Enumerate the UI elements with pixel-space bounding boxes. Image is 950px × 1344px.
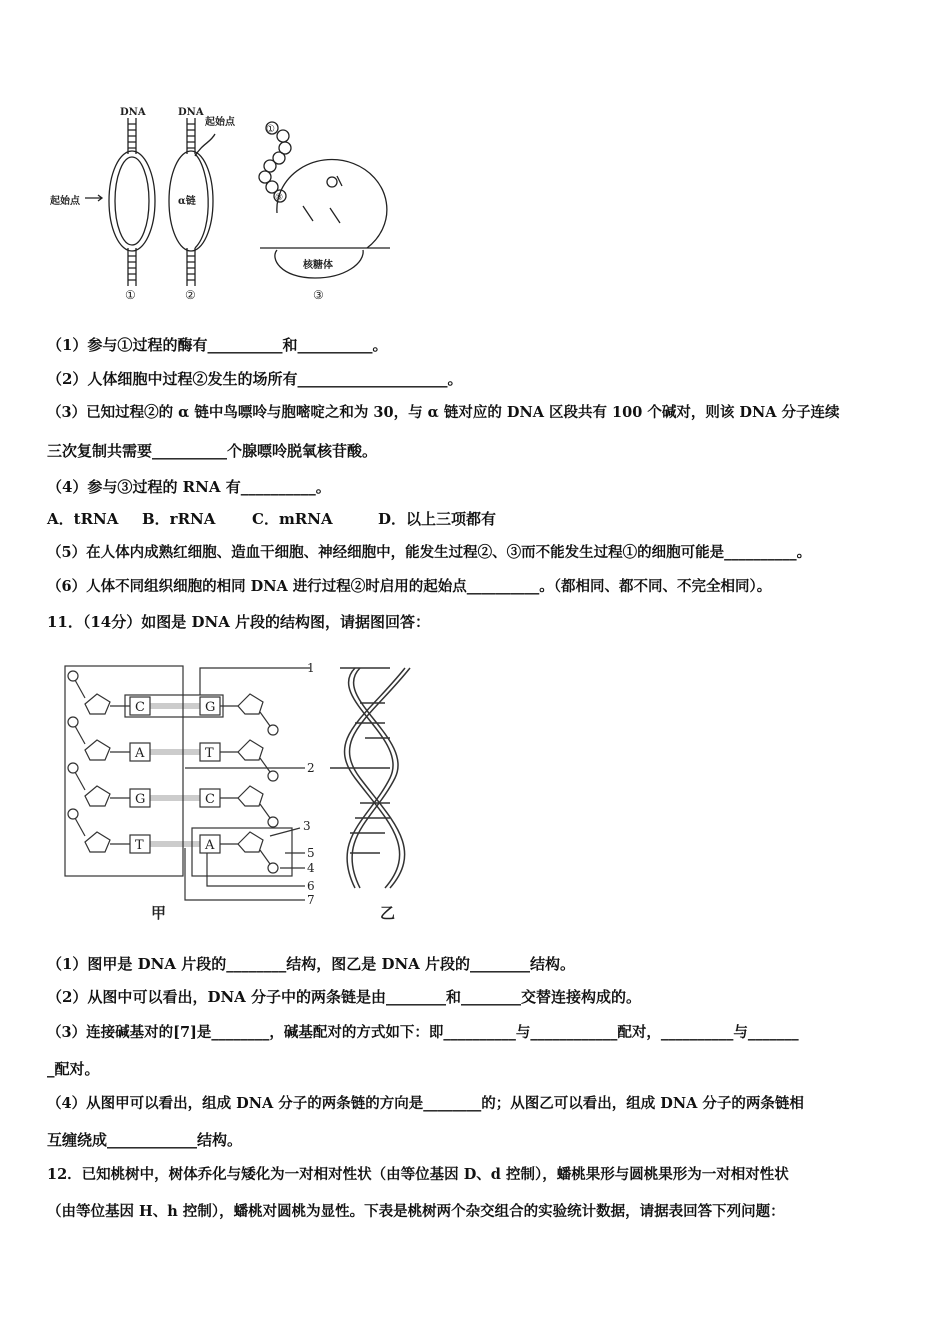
double-helix: [330, 668, 410, 888]
base-right: C: [205, 792, 215, 807]
base-left: G: [135, 792, 146, 807]
phosphate-left: [68, 717, 78, 727]
callout-3: 3: [303, 819, 311, 833]
phosphate-right: [268, 863, 278, 873]
backbone-left: [75, 818, 85, 836]
callout-6: 6: [307, 879, 315, 893]
phosphate-left: [68, 671, 78, 681]
ribosome-label: 核糖体: [303, 260, 333, 271]
callout-7: 7: [307, 893, 315, 907]
q10-options: [47, 509, 496, 529]
deoxyribose-left: [85, 832, 110, 852]
phosphate-right: [268, 771, 278, 781]
q11-part2: （2）从图中可以看出，DNA 分子中的两条链是由________和________交替连接构成的。: [47, 988, 642, 1006]
label-yi: 乙: [380, 904, 396, 922]
option-c: C．mRNA: [252, 510, 333, 528]
option-d: D．以上三项都有: [378, 510, 497, 528]
deoxyribose-right: [238, 740, 263, 760]
q10-part4: （4）参与③过程的 RNA 有__________。: [47, 478, 331, 496]
backbone-right: [260, 804, 270, 818]
q12-text-2: （由等位基因 H、h 控制），蟠桃对圆桃为显性。下表是桃树两个杂交组合的实验统计数据，请据表回答下列问题：: [47, 1203, 785, 1220]
dna-label-2: DNA: [178, 107, 204, 118]
callout-4: 4: [307, 861, 315, 875]
deoxyribose-right: [238, 786, 263, 806]
q12-text-1: 12．已知桃树中，树体乔化与矮化为一对相对性状（由等位基因 D、d 控制），蟠桃果形与圆桃果形为一对相对性状: [47, 1166, 789, 1183]
q10-part2: （2）人体细胞中过程②发生的场所有____________________。: [47, 370, 463, 388]
phosphate-right: [268, 817, 278, 827]
hydrogen-bond: [150, 750, 200, 754]
option-a: A．tRNA: [47, 510, 119, 528]
backbone-right: [260, 712, 270, 726]
deoxyribose-right: [238, 832, 263, 852]
origin-label-2: 起始点: [205, 117, 235, 128]
hydrogen-bond: [150, 796, 200, 800]
panel-label-3: ③: [313, 288, 324, 302]
amino-acid-label-1: ①: [266, 124, 275, 135]
backbone-left: [75, 680, 85, 698]
replication-transcription-translation-figure: [45, 98, 395, 303]
callout-1: 1: [307, 661, 315, 675]
origin-label-1: 起始点: [50, 196, 80, 207]
deoxyribose-left: [85, 786, 110, 806]
q11-part3: （3）连接碱基对的[7]是________，碱基配对的方式如下：即__________与____________配对，__________与_______: [47, 1024, 799, 1041]
deoxyribose-right: [238, 694, 263, 714]
base-right: G: [205, 700, 216, 715]
q10-part5: （5）在人体内成熟红细胞、造血干细胞、神经细胞中，能发生过程②、③而不能发生过程①的细胞可能是__________。: [47, 544, 812, 561]
phosphate-left: [68, 763, 78, 773]
phosphate-right: [268, 725, 278, 735]
q10-part1: （1）参与①过程的酶有__________和__________。: [47, 336, 388, 354]
backbone-left: [75, 726, 85, 744]
callout-5: 5: [307, 846, 315, 860]
option-b: B．rRNA: [142, 510, 216, 528]
q11-part4-cont: 互缠绕成____________结构。: [47, 1131, 243, 1149]
deoxyribose-left: [85, 694, 110, 714]
base-right: T: [205, 746, 214, 761]
callout-2: 2: [307, 761, 315, 775]
dna-structure-figure: [55, 658, 455, 923]
q10-part3-cont: 三次复制共需要__________个腺嘌呤脱氧核苷酸。: [47, 442, 378, 460]
deoxyribose-left: [85, 740, 110, 760]
amino-acid-label-8: ⑧: [275, 193, 284, 203]
alpha-chain-label: α链: [178, 196, 196, 207]
hydrogen-bond: [150, 704, 200, 708]
q11-header: 11．（14分）如图是 DNA 片段的结构图，请据图回答：: [47, 613, 431, 631]
backbone-right: [260, 758, 270, 772]
label-jia: 甲: [151, 904, 167, 922]
q10-part6: （6）人体不同组织细胞的相同 DNA 进行过程②时启用的起始点__________。（都相同、都不同、不完全相同）。: [47, 578, 772, 595]
backbone-left: [75, 772, 85, 790]
base-right: A: [205, 838, 215, 853]
dna-replication-bubble: [109, 118, 155, 286]
q11-part4: （4）从图甲可以看出，组成 DNA 分子的两条链的方向是________的；从图乙可以看出，组成 DNA 分子的两条链相: [47, 1095, 804, 1112]
base-left: C: [135, 700, 145, 715]
panel-label-2: ②: [185, 288, 196, 302]
panel-label-1: ①: [125, 288, 136, 302]
backbone-right: [260, 850, 270, 864]
phosphate-left: [68, 809, 78, 819]
dna-label-1: DNA: [120, 107, 146, 118]
q11-part3-cont: _配对。: [47, 1060, 100, 1078]
q10-part3: （3）已知过程②的 α 链中鸟嘌呤与胞嘧啶之和为 30，与 α 链对应的 DNA 区段共有 100 个碱对，则该 DNA 分子连续: [47, 404, 840, 421]
base-left: T: [135, 838, 144, 853]
q11-part1: （1）图甲是 DNA 片段的________结构，图乙是 DNA 片段的________结构。: [47, 955, 576, 973]
base-left: A: [135, 746, 145, 761]
